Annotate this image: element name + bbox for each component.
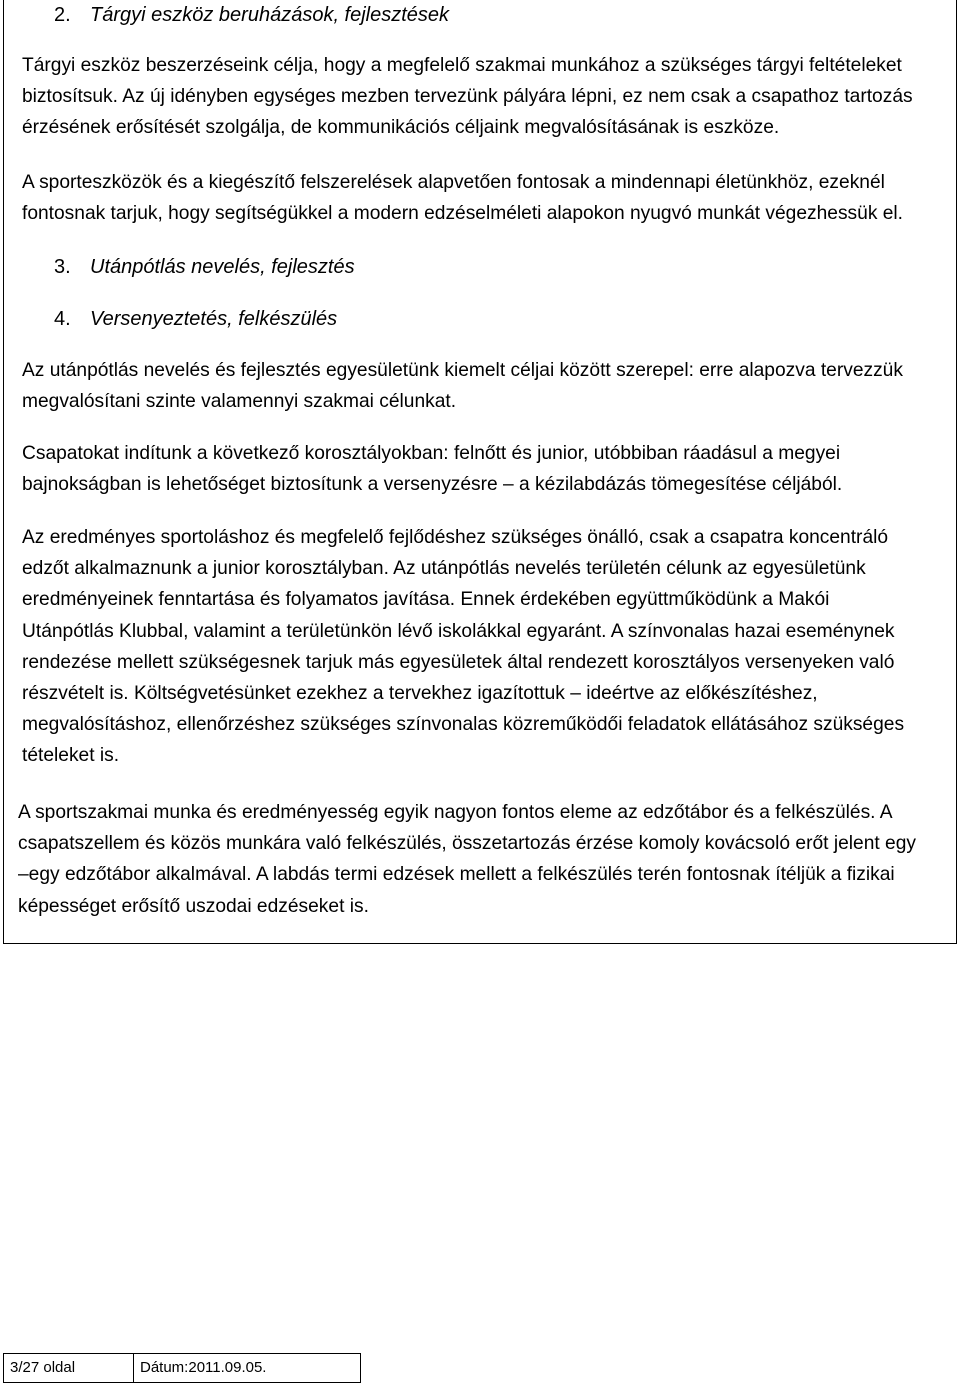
text-line: megvalósításhoz, ellenőrzéshez szükséges színvonalas közreműködői feladatok ellátásához szükséges: [22, 714, 905, 736]
section-heading-3: [54, 256, 355, 279]
text-line: eredményeinek fenntartása és folyamatos javítása. Ennek érdekében együttműködünk a Makói: [22, 589, 830, 611]
text-line: bajnokságban is lehetőséget biztosítunk a versenyzésre – a kézilabdázás tömegesítése céljából.: [22, 474, 843, 496]
paragraph-coaching: [22, 522, 952, 772]
section-title: Versenyeztetés, felkészülés: [90, 308, 338, 330]
section-heading-2: [54, 4, 449, 27]
paragraph-youth-development: [22, 355, 952, 417]
section-title: Tárgyi eszköz beruházások, fejlesztések: [90, 4, 450, 26]
text-line: –egy edzőtábor alkalmával. A labdás termi edzések mellett a felkészülés terén fontosnak ítéljük a fizikai: [18, 864, 895, 886]
page-footer: [3, 1353, 361, 1383]
section-number: 2.: [54, 4, 71, 26]
text-line: csapatszellem és közös munkára való felkészülés, összetartozás érzése komoly kovácsoló erőt jelent egy: [18, 833, 916, 855]
paragraph-training-camp: [18, 797, 948, 922]
text-line: tételeket is.: [22, 745, 120, 767]
text-line: biztosítsuk. Az új idényben egységes mezben tervezünk pályára lépni, ez nem csak a csapathoz tartozás: [22, 86, 913, 108]
text-line: érzésének erősítését szolgálja, de kommunikációs céljaink megvalósításának is eszköze.: [22, 117, 780, 139]
text-line: rendezése mellett szükségesnek tarjuk más egyesületek által rendezett korosztályos versenyeken való: [22, 651, 895, 673]
text-line: megvalósítani szinte valamennyi szakmai célunkat.: [22, 391, 457, 413]
section-title: Utánpótlás nevelés, fejlesztés: [90, 256, 355, 278]
text-line: Az utánpótlás nevelés és fejlesztés egyesületünk kiemelt céljai között szerepel: erre alapozva tervezzük: [22, 360, 903, 381]
section-heading-4: [54, 308, 337, 331]
text-line: képességet erősítő uszodai edzéseket is.: [18, 895, 369, 917]
text-line: edzőt alkalmaznunk a junior korosztályban. Az utánpótlás nevelés területén célunk az egyesületünk: [22, 558, 866, 580]
section-number: 3.: [54, 256, 71, 278]
text-line: fontosnak tarjuk, hogy segítségükkel a modern edzéselméleti alapokon nyugvó munkát végezhessük el.: [22, 203, 904, 225]
paragraph-sports-equipment: [22, 167, 952, 229]
text-line: Utánpótlás Klubbal, valamint a területünkön lévő iskolákkal egyaránt. A színvonalas hazai eseménynek: [22, 620, 895, 642]
paragraph-equipment-goal: [22, 50, 952, 144]
section-number: 4.: [54, 308, 71, 330]
text-line: A sporteszközök és a kiegészítő felszerelések alapvetően fontosak a mindennapi életünkhöz, ezeknél: [22, 172, 885, 193]
page-number: 3/27 oldal: [4, 1354, 134, 1382]
text-line: Tárgyi eszköz beszerzéseink célja, hogy a megfelelő szakmai munkához a szükséges tárgyi feltételeket: [22, 55, 902, 76]
text-line: részvételt is. Költségvetésünket ezekhez a tervekhez igazítottuk – ideértve az előkészítéshez,: [22, 683, 818, 705]
paragraph-teams: [22, 438, 952, 500]
content-box: [3, 0, 957, 944]
document-date: Dátum:2011.09.05.: [140, 1359, 267, 1376]
text-line: A sportszakmai munka és eredményesség egyik nagyon fontos eleme az edzőtábor és a felkészülés. A: [18, 802, 893, 823]
text-line: Csapatokat indítunk a következő korosztályokban: felnőtt és junior, utóbbiban ráadásul a megyei: [22, 443, 841, 464]
text-line: Az eredményes sportoláshoz és megfelelő fejlődéshez szükséges önálló, csak a csapatra koncentráló: [22, 527, 889, 548]
